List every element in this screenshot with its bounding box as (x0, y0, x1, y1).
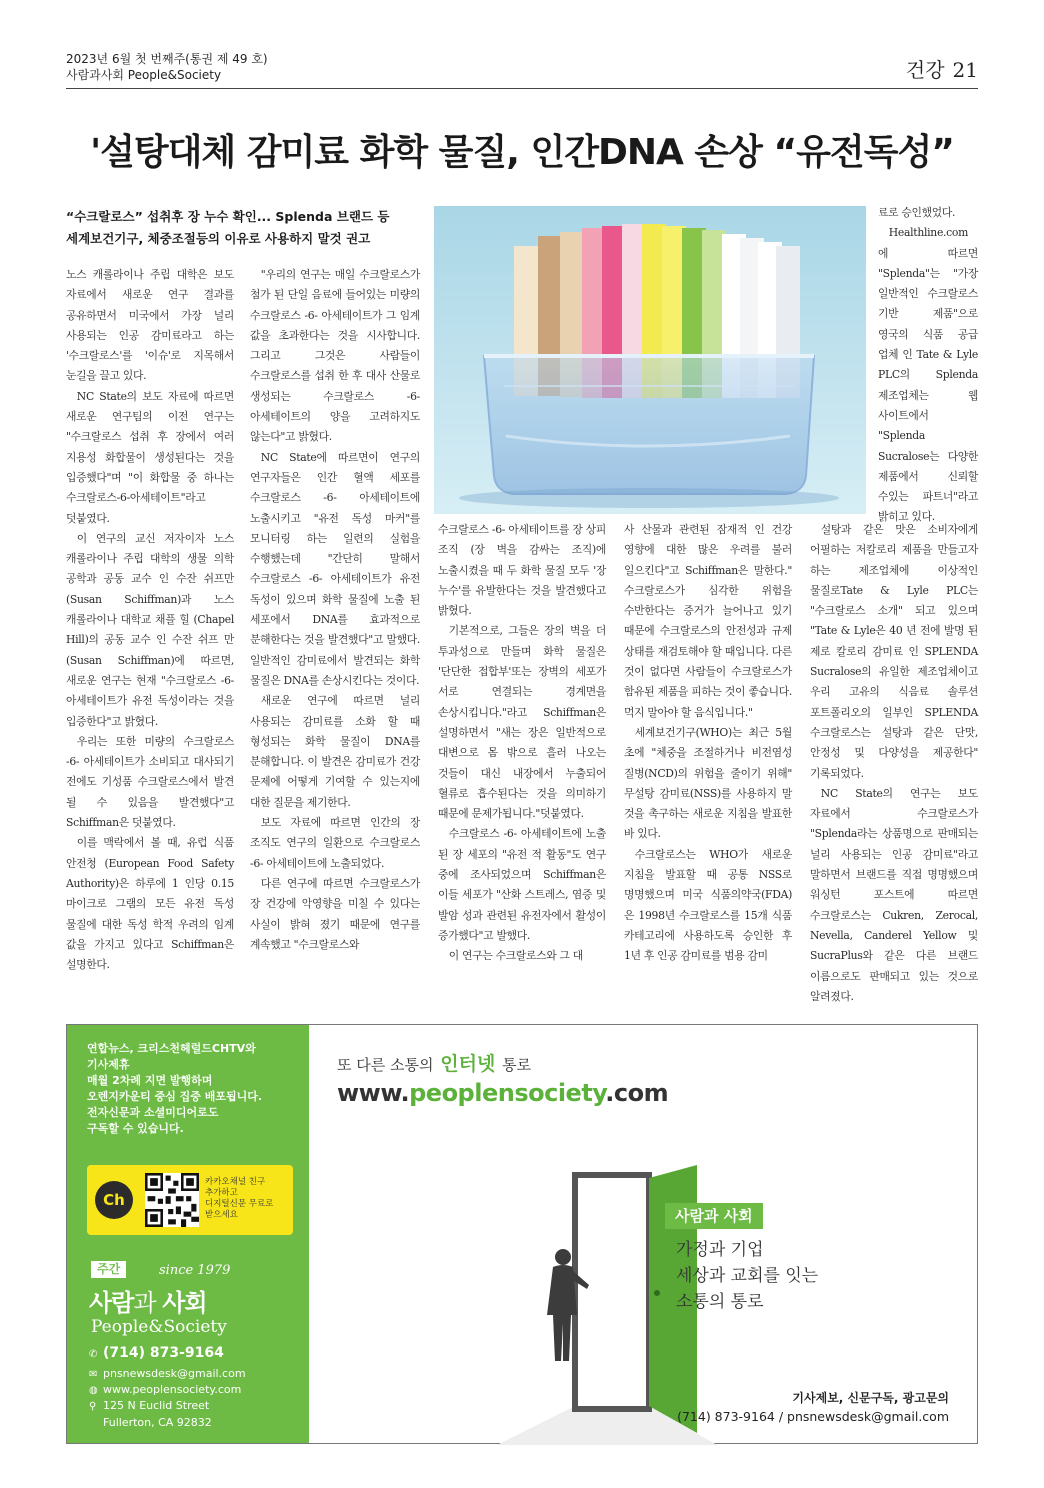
article-headline: '설탕대체 감미료 화학 물질, 인간DNA 손상 “유전독성” (90, 132, 954, 173)
paragraph: 우리는 또한 미량의 수크랄로스 -6- 아세테이트가 소비되고 대사되기 전에도 기성품 수크랄로스에서 발견 될 수 있음을 발견했다"고 Schiffman은 덧붙였다. (66, 734, 234, 830)
ad-intro (87, 1041, 297, 1137)
paragraph: 기본적으로, 그들은 장의 벽을 더 투과성으로 만들며 화학 물질은 '단단한 접합부'또는 장벽의 세포가 서로 연결되는 경계면을 손상시킵니다."라고 Schiffman은 설명하면서 "새는 장은 일반적으로 대변으로 몸 밖으로 흘러 나오는 것들이 대신 내장에서 누출되어 혈류로 흡수된다는 것을 의미하기 때문에 문제가됩니다."덧붙였다. (438, 624, 606, 821)
paragraph: 새로운 연구에 따르면 널리 사용되는 감미료를 소화 할 때 형성되는 화학 물질이 DNA를 분해합니다. 이 발견은 감미료가 건강 문제에 어떻게 기여할 수 있는지에 대한 질문을 제기한다. (250, 694, 420, 809)
paragraph: NC State의 보도 자료에 따르면 새로운 연구팀의 이전 연구는 "수크랄로스 섭취 후 장에서 여러 지용성 화합물이 생성된다는 것을 입증했다"며 "이 화합물 중 하나는 수크랄로스-6-아세테이트"라고 덧붙였다. (66, 389, 234, 525)
kakao-channel-icon: Ch (95, 1181, 133, 1219)
address-line-1 (89, 1399, 304, 1412)
section-header (906, 54, 978, 83)
ad-tagline (337, 1049, 531, 1076)
brand-word: 사람 (89, 1289, 134, 1317)
paragraph: 수크랄로스 -6- 아세테이트를 장 상피 조직 (장 벽을 감싸는 조직)에 노출시켰을 때 두 화학 물질 모두 '장 누수'를 유발한다는 것을 발견했다고 밝혔다. (438, 523, 606, 618)
brand-word: 과 (133, 1289, 163, 1317)
paragraph: 세계보건기구(WHO)는 최근 5월 초에 "체중을 조절하거나 비전염성 질병(NCD)의 위험을 줄이기 위해" 무설탕 감미료(NSS)를 사용하지 말 것을 촉구하는 새로운 지침을 발표한 바 있다. (624, 725, 792, 841)
paragraph: 수크랄로스 -6- 아세테이트에 노출 된 장 세포의 "유전 적 활동"도 연구 중에 조사되었으며 Schiffman은 이들 세포가 "산화 스트레스, 염증 및 발암 성과 관련된 유전자에서 활성이 증가했다"고 발했다. (438, 827, 606, 942)
ad-slogan (676, 1237, 818, 1315)
issue-info: 2023년 6월 첫 번째주(통권 제 49 호) (66, 52, 268, 66)
paragraph: 노스 캐롤라이나 주립 대학은 보도 자료에서 새로운 연구 결과를 공유하면서 미국에서 가장 널리 사용되는 인공 감미료라고 하는 '수크랄로스'를 '이슈'로 지목해서 눈길을 끌고 있다. (66, 268, 234, 383)
url-part: .com (605, 1079, 669, 1107)
paragraph: Healthline.com에 따르면 "Splenda"는 "가장 일반적인 수크랄로스 기반 제품"으로 영국의 식품 공급 업체 인 Tate & Lyle PLC의 Splenda 제조업체는 웹 사이트에서 "Splenda Sucralose는 다양한 제품에서 신뢰할 수있는 파트너"라고 밝히고 있다. (878, 226, 978, 524)
phone-number: (714) 873-9164 (103, 1345, 224, 1361)
tagline-highlight: 인터넷 (440, 1053, 496, 1075)
paragraph: 이를 맥락에서 볼 때, 유럽 식품 안전청 (European Food Safety Authority)은 하루에 1 인당 0.15 마이크로 그램의 모든 유전 독성 물질에 대한 독성 학적 우려의 임계 값을 가지고 있다고 Schiffman은 설명한다. (66, 836, 234, 972)
url-part: www. (337, 1079, 410, 1107)
email-address: pnsnewsdesk@gmail.com (103, 1367, 246, 1380)
location-pin-icon: ⚲ (89, 1401, 97, 1412)
paragraph: 보도 자료에 따르면 인간의 장 조직도 연구의 일환으로 수크랄로스 -6- 아세테이트에 노출되었다. (250, 816, 420, 870)
slogan-line: 세상과 교회를 잇는 (676, 1266, 819, 1286)
phone-contact[interactable] (89, 1345, 304, 1361)
kakao-text-line: 추가하고 (205, 1188, 238, 1198)
paragraph: 수크랄로스는 WHO가 새로운 지침을 발표할 때 공통 NSS로 명명했으며 미국 식품의약국(FDA)은 1998년 수크랄로스를 15개 식품 카테고리에 사용하도록 승인한 후 1년 후 인공 감미료를 범용 감미 (624, 847, 792, 963)
article-column-2 (250, 265, 420, 955)
slogan-line: 가정과 기업 (676, 1240, 764, 1260)
paragraph: 이 연구의 교신 저자이자 노스 캐롤라이나 주립 대학의 생물 의학 공학과 공동 교수 인 수잔 쉬프만 (Susan Schiffman)과 노스 캐롤라이나 대학교 채플 힐 (Chapel Hill)의 공동 교수 인 수잔 쉬프 만 (Susan Schiffman)에 따르면, 새로운 연구는 현재 "수크랄로스 -6- 아세테이트가 유전 독성이라는 것을 입증한다"고 밝혔다. (66, 531, 234, 728)
subheadline-line: “수크랄로스” 섭취후 장 누수 확인... Splenda 브랜드 등 (66, 209, 390, 224)
ad-intro-line: 기사제휴 (87, 1058, 130, 1071)
publication-name: 사람과사회 People&Society (66, 68, 222, 82)
inquiry-contact[interactable]: (714) 873-9164 / pnsnewsdesk@gmail.com (677, 1409, 949, 1424)
since-label: since 1979 (159, 1263, 231, 1278)
address-text: 125 N Euclid Street (103, 1399, 210, 1412)
paragraph: NC State에 따르면이 연구의 연구자들은 인간 혈액 세포를 수크랄로스 -6- 아세테이트에 노출시키고 "유전 독성 마커"를 모니터링 하는 일련의 실험을 수행했는데 "간단히 말해서 수크랄로스 -6- 아세테이트가 유전 독성이 있으며 화학 물질에 노출 된 세포에서 DNA를 효과적으로 분해한다는 것을 발견했다"고 말했다. 일반적인 감미료에서 발견되는 화학 물질은 DNA를 손상시킨다는 것이다. (250, 450, 420, 687)
article-photo (434, 206, 866, 514)
address-line-2: Fullerton, CA 92832 (103, 1416, 212, 1429)
slogan-line: 소통의 통로 (676, 1292, 764, 1312)
globe-icon: ◍ (89, 1385, 98, 1396)
kakao-instructions (205, 1177, 289, 1221)
email-contact[interactable] (89, 1367, 304, 1380)
paragraph: 다른 연구에 따르면 수크랄로스가 장 건강에 악영향을 미칠 수 있다는 사실이 밝혀 졌기 때문에 연구를 계속했고 "수크랄로스와 (250, 876, 420, 951)
paragraph: "우리의 연구는 매일 수크랄로스가 첨가 된 단일 음료에 들어있는 미량의 수크랄로스 -6- 아세테이트가 그 임계 값을 초과한다는 것을 시사합니다. 그리고 그것은 사람들이 수크랄로스를 섭취 한 후 대사 산물로 생성되는 수크랄로스 -6- 아세테이트의 양을 고려하지도 않는다"고 밝혔다. (250, 268, 420, 444)
kakao-text-line: 받으세요 (205, 1210, 238, 1220)
ad-intro-line: 구독할 수 있습니다. (87, 1122, 184, 1135)
tagline-text: 통로 (502, 1056, 532, 1074)
article-column-3 (438, 520, 606, 967)
header-rule (66, 88, 978, 89)
phone-icon: ✆ (89, 1349, 98, 1360)
subheadline (66, 206, 426, 250)
tagline-text: 또 다른 소통의 (337, 1056, 434, 1074)
kakao-text-line: 디지털신문 무료로 (205, 1199, 274, 1209)
brand-logo-english: People&Society (91, 1317, 227, 1337)
article-column-5-bottom (810, 520, 978, 1007)
qr-code-icon[interactable] (145, 1173, 199, 1227)
ad-green-panel (67, 1025, 309, 1443)
ad-website-link[interactable] (337, 1079, 668, 1107)
url-part: peoplensociety (409, 1079, 606, 1107)
paragraph: 료로 승인했었다. (878, 206, 956, 219)
ad-intro-line: 전자신문과 소셜미디어로도 (87, 1106, 219, 1119)
website-url: www.peoplensociety.com (103, 1383, 242, 1396)
article-column-5-top (878, 203, 978, 528)
weekly-badge: 주간 (91, 1261, 126, 1278)
article-column-1 (66, 265, 234, 975)
paragraph: 사 산물과 관련된 잠재적 인 건강 영향에 대한 많은 우려를 불러 일으킨다"고 Schiffman은 말한다." 수크랄로스가 심각한 위험을 수반한다는 증거가 늘어나고 있기 때문에 수크랄로스의 안전성과 규제 상태를 재검토해야 할 때입니다. 다른 것이 없다면 사람들이 수크랄로스가 함유된 제품을 피하는 것이 좋습니다. 먹지 말아야 할 음식입니다." (624, 523, 792, 719)
inquiry-label: 기사제보, 신문구독, 광고문의 (792, 1391, 949, 1405)
website-contact[interactable] (89, 1383, 304, 1396)
ad-intro-line: 오렌지카운티 중심 집중 배포됩니다. (87, 1090, 263, 1103)
ad-intro-line: 매월 2차례 지면 발행하며 (87, 1074, 213, 1087)
brand-word: 사회 (162, 1289, 207, 1317)
subheadline-line: 세계보건기구, 체중조절등의 이유로 사용하지 말것 권고 (66, 231, 371, 246)
paragraph: 설탕과 같은 맛은 소비자에게 어필하는 저칼로리 제품을 만들고자 하는 제조업체에 이상적인 물질로Tate & Lyle PLC는 "수크랄로스 소개" 되고 있으며 "Tate & Lyle은 40 년 전에 발명 된 제로 칼로리 감미료 인 SPLENDA Sucralose의 유일한 제조업체이고 우리 고유의 식음료 솔루션 포트폴리오의 일부인 SPLENDA 수크랄로스는 설탕과 같은 단맛, 안정성 및 다양성을 제공한다" 기록되었다. (810, 523, 978, 780)
ad-name-badge: 사람과 사회 (665, 1203, 763, 1229)
kakao-text-line: 카카오채널 친구 (205, 1177, 266, 1187)
kakao-channel-box[interactable] (87, 1165, 293, 1235)
paragraph: NC State의 연구는 보도 자료에서 수크랄로스가 "Splenda라는 상품명으로 판매되는 널리 사용되는 인공 감미료"라고 말하면서 브랜드를 직접 명명했으며 워싱턴 포스트에 따르면 수크랄로스는 Cukren, Zerocal, Nevella, Canderel Yellow 및 SucraPlus와 같은 다른 브랜드 이름으로도 판매되고 있는 것으로 알려졌다. (810, 786, 978, 1003)
article-column-4 (624, 520, 792, 967)
brand-logo-korean (89, 1283, 207, 1318)
advertisement (66, 1024, 978, 1444)
section-name: 건강 (905, 58, 945, 82)
ad-intro-line: 연합뉴스, 크리스천헤럴드CHTV와 (87, 1042, 256, 1055)
page-number: 21 (952, 58, 978, 82)
email-icon: ✉ (89, 1369, 98, 1380)
paragraph: 이 연구는 수크랄로스와 그 대 (448, 949, 583, 963)
